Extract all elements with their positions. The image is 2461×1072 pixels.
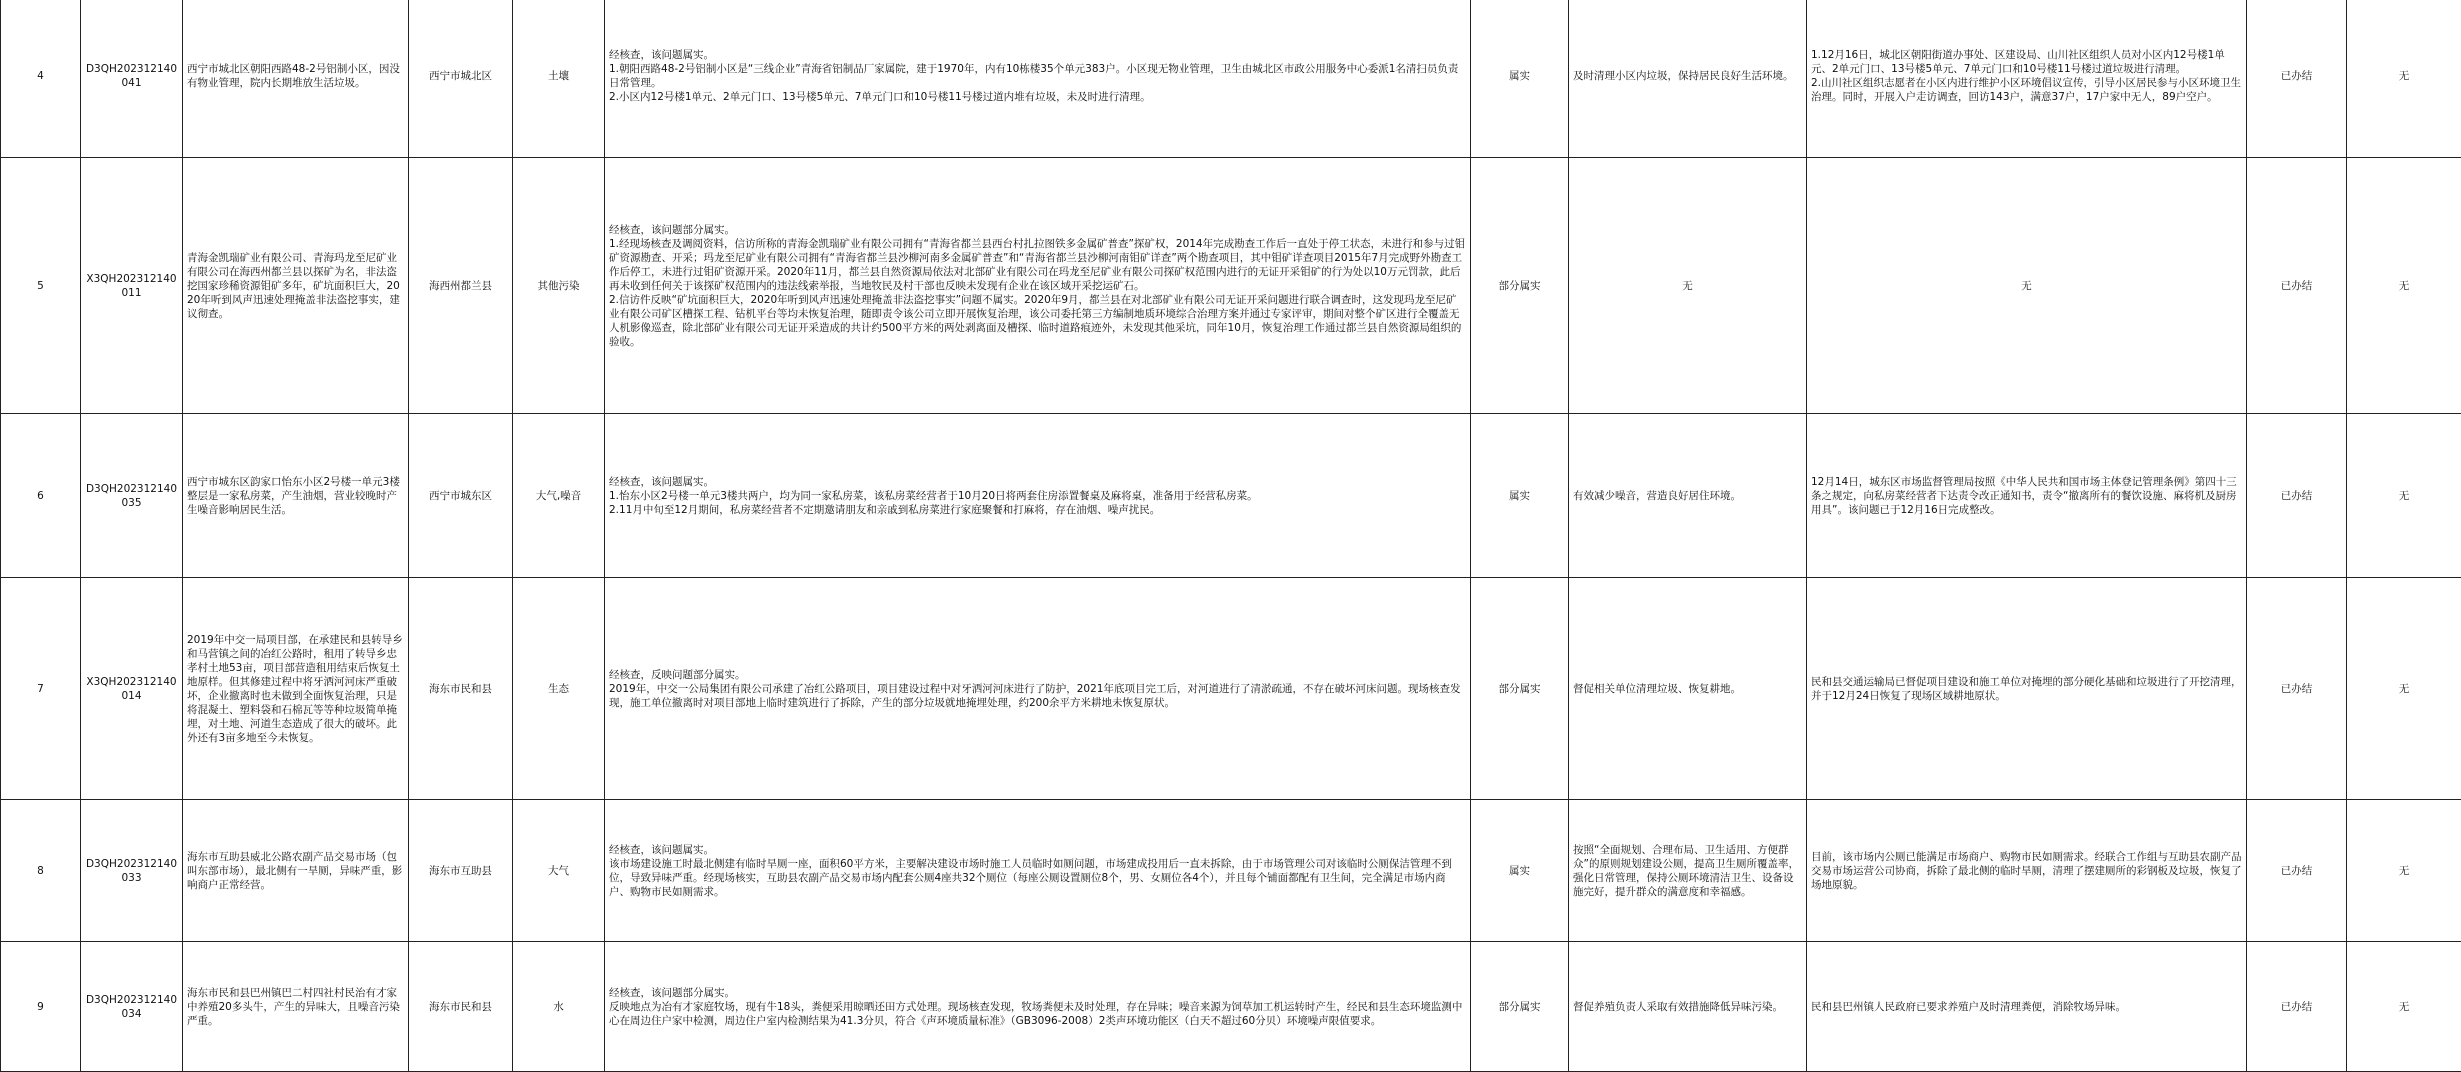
pollution-type: 生态: [513, 578, 605, 800]
case-status: 已办结: [2247, 0, 2347, 158]
pollution-type: 大气: [513, 800, 605, 942]
pollution-type: 土壤: [513, 0, 605, 158]
row-number: 7: [1, 578, 81, 800]
verification-line: 经核查，该问题部分属实。: [609, 986, 1466, 1000]
rectification-goal: 有效减少噪音，营造良好居住环境。: [1569, 414, 1807, 578]
rectification-goal: 督促相关单位清理垃圾、恢复耕地。: [1569, 578, 1807, 800]
verification-line: 2.信访件反映“矿坑面积巨大，2020年听到风声迅速处理掩盖非法盗挖事实”问题不属实。2020年9月，都兰县在对北部矿业有限公司无证开采问题进行联合调查时，这发现玛龙至尼矿业有限公司矿区槽探工程、钻机平台等均未恢复治理，随即责令该公司立即开展恢复治理，该公司委托第三方编制地质环境综合治理方案并通过专家评审，期间对整个矿区进行全覆盖无人机影像巡查，除北部矿业有限公司无证开采造成的共计约500平方米的两处剥离面及槽探、临时道路痕迹外，未发现其他采坑，同年10月，恢复治理工作通过都兰县自然资源局组织的验收。: [609, 293, 1466, 349]
district: 海东市民和县: [409, 578, 513, 800]
verification-line: 该市场建设施工时最北侧建有临时旱厕一座，面积60平方米，主要解决建设市场时施工人员临时如厕问题，市场建成投用后一直未拆除，由于市场管理公司对该临时公厕保洁管理不到位，导致异味严重。经现场核实，互助县农副产品交易市场内配套公厕4座共32个厕位（每座公厕设置厕位8个，男、女厕位各4个），并且每个铺面都配有卫生间，完全满足市场内商户、购物市民如厕需求。: [609, 857, 1466, 899]
case-status: 已办结: [2247, 800, 2347, 942]
verification-line: 1.怡东小区2号楼一单元3楼共两户，均为同一家私房菜，该私房菜经营者于10月20日将两套住房添置餐桌及麻将桌，准备用于经营私房菜。: [609, 489, 1466, 503]
verification-line: 1.朝阳西路48-2号铝制小区是“三线企业”青海省铝制品厂家属院，建于1970年，内有10栋楼35个单元383户。小区现无物业管理，卫生由城北区市政公用服务中心委派1名清扫员负责日常管理。: [609, 62, 1466, 90]
table-body: [1, 0, 2461, 1072]
accountability: 无: [2347, 158, 2461, 414]
verification-result: [605, 578, 1471, 800]
truth-status: 部分属实: [1471, 158, 1569, 414]
rectification-goal: 及时清理小区内垃圾，保持居民良好生活环境。: [1569, 0, 1807, 158]
table-row: [1, 800, 2461, 942]
verification-result: [605, 942, 1471, 1072]
handling-line: 1.12月16日，城北区朝阳街道办事处、区建设局、山川社区组织人员对小区内12号楼1单元、2单元门口、13号楼5单元、7单元门口和10号楼11号楼过道垃圾进行清理。: [1811, 48, 2242, 76]
handling-result: [1807, 942, 2247, 1072]
table-row: [1, 414, 2461, 578]
handling-result: [1807, 578, 2247, 800]
accountability: 无: [2347, 414, 2461, 578]
case-code: D3QH202312140035: [81, 414, 183, 578]
handling-line: 12月14日，城东区市场监督管理局按照《中华人民共和国市场主体登记管理条例》第四十三条之规定，向私房菜经营者下达责令改正通知书，责令“撤离所有的餐饮设施、麻将机及厨房用具”。该问题已于12月16日完成整改。: [1811, 475, 2242, 517]
case-code: D3QH202312140041: [81, 0, 183, 158]
verification-line: 经核查，该问题属实。: [609, 48, 1466, 62]
district: 海东市民和县: [409, 942, 513, 1072]
verification-line: 1.经现场核查及调阅资料，信访所称的青海金凯瑞矿业有限公司拥有“青海省都兰县西台村扎拉图铁多金属矿普查”探矿权，2014年完成勘查工作后一直处于停工状态，未进行和参与过钼矿资源勘查、开采；玛龙至尼矿业有限公司拥有“青海省都兰县沙柳河南多金属矿普查”和“青海省都兰县沙柳河南钼矿详查”两个勘查项目，其中钼矿详查项目2015年7月完成野外勘查工作后停工，未进行过钼矿资源开采。2020年11月，都兰县自然资源局依法对北部矿业有限公司在玛龙至尼矿业有限公司探矿权范围内进行的无证开采钼矿的行为处以10万元罚款，此后再未收到任何关于该探矿权范围内的违法线索举报，当地牧民及村干部也反映未发现有企业在该区域开采挖运矿石。: [609, 237, 1466, 293]
case-status: 已办结: [2247, 414, 2347, 578]
table-row: [1, 0, 2461, 158]
issue-description: 2019年中交一局项目部，在承建民和县转导乡和马营镇之间的冶红公路时，租用了转导乡忠孝村土地53亩，项目部营造租用结束后恢复土地原样。但其修建过程中将牙洒河河床严重破坏，企业撤离时也未做到全面恢复治理，只是将混凝土、塑料袋和石棉瓦等等种垃圾简单掩埋，对土地、河道生态造成了很大的破坏。此外还有3亩多地至今未恢复。: [183, 578, 409, 800]
issue-description: 海东市民和县巴州镇巴二村四社村民治有才家中养殖20多头牛，产生的异味大，且噪音污染严重。: [183, 942, 409, 1072]
row-number: 8: [1, 800, 81, 942]
handling-line: 2.山川社区组织志愿者在小区内进行维护小区环境倡议宣传，引导小区居民参与小区环境卫生治理。同时，开展入户走访调查，回访143户，满意37户，17户家中无人，89户空户。: [1811, 76, 2242, 104]
row-number: 5: [1, 158, 81, 414]
issue-description: 海东市互助县威北公路农副产品交易市场（包叫东部市场），最北侧有一旱厕，异味严重，影响商户正常经营。: [183, 800, 409, 942]
issue-description: 西宁市城东区韵家口怡东小区2号楼一单元3楼整层是一家私房菜，产生油烟，营业较晚时产生噪音影响居民生活。: [183, 414, 409, 578]
rectification-goal: 按照“全面规划、合理布局、卫生适用、方便群众”的原则规划建设公厕，提高卫生厕所覆盖率，强化日常管理，保持公厕环境清洁卫生、设备设施完好，提升群众的满意度和幸福感。: [1569, 800, 1807, 942]
case-status: 已办结: [2247, 942, 2347, 1072]
pollution-type: 其他污染: [513, 158, 605, 414]
issue-description: 西宁市城北区朝阳西路48-2号铝制小区，因没有物业管理，院内长期堆放生活垃圾。: [183, 0, 409, 158]
verification-line: 经核查，该问题属实。: [609, 843, 1466, 857]
handling-result: [1807, 158, 2247, 414]
pollution-type: 水: [513, 942, 605, 1072]
handling-result: [1807, 0, 2247, 158]
row-number: 9: [1, 942, 81, 1072]
case-status: 已办结: [2247, 158, 2347, 414]
table-row: [1, 578, 2461, 800]
accountability: 无: [2347, 942, 2461, 1072]
verification-result: [605, 158, 1471, 414]
table-row: [1, 942, 2461, 1072]
verification-result: [605, 0, 1471, 158]
accountability: 无: [2347, 578, 2461, 800]
verification-result: [605, 414, 1471, 578]
pollution-type: 大气,噪音: [513, 414, 605, 578]
verification-line: 2.11月中旬至12月期间，私房菜经营者不定期邀请朋友和亲戚到私房菜进行家庭聚餐和打麻将，存在油烟、噪声扰民。: [609, 503, 1466, 517]
verification-line: 2.小区内12号楼1单元、2单元门口、13号楼5单元、7单元门口和10号楼11号楼过道内堆有垃圾，未及时进行清理。: [609, 90, 1466, 104]
handling-line: 目前，该市场内公厕已能满足市场商户、购物市民如厕需求。经联合工作组与互助县农副产品交易市场运营公司协商，拆除了最北侧的临时旱厕，清理了摆建厕所的彩钢板及垃圾，恢复了场地原貌。: [1811, 850, 2242, 892]
accountability: 无: [2347, 800, 2461, 942]
case-code: D3QH202312140034: [81, 942, 183, 1072]
verification-line: 反映地点为冶有才家庭牧场，现有牛18头，粪便采用晾晒还田方式处理。现场核查发现，牧场粪便未及时处理，存在异味；噪音来源为饲草加工机运转时产生，经民和县生态环境监测中心在周边住户家中检测，周边住户室内检测结果为41.3分贝，符合《声环境质量标准》（GB3096-2008）2类声环境功能区（白天不超过60分贝）环境噪声限值要求。: [609, 1000, 1466, 1028]
verification-line: 2019年，中交一公局集团有限公司承建了冶红公路项目，项目建设过程中对牙洒河河床进行了防护，2021年底项目完工后，对河道进行了清淤疏通，不存在破坏河床问题。现场核查发现，施工单位撤离时对项目部地上临时建筑进行了拆除，产生的部分垃圾就地掩埋处理，约200余平方米耕地未恢复原状。: [609, 682, 1466, 710]
truth-status: 属实: [1471, 414, 1569, 578]
row-number: 6: [1, 414, 81, 578]
case-status: 已办结: [2247, 578, 2347, 800]
case-code: X3QH202312140014: [81, 578, 183, 800]
accountability: 无: [2347, 0, 2461, 158]
verification-result: [605, 800, 1471, 942]
verification-line: 经核查，反映问题部分属实。: [609, 668, 1466, 682]
truth-status: 属实: [1471, 800, 1569, 942]
issue-description: 青海金凯瑞矿业有限公司、青海玛龙至尼矿业有限公司在海西州都兰县以探矿为名，非法盗挖国家珍稀资源钼矿多年，矿坑面积巨大，2020年听到风声迅速处理掩盖非法盗挖事实，建议彻查。: [183, 158, 409, 414]
truth-status: 部分属实: [1471, 578, 1569, 800]
district: 西宁市城东区: [409, 414, 513, 578]
verification-line: 经核查，该问题属实。: [609, 475, 1466, 489]
handling-line: 民和县交通运输局已督促项目建设和施工单位对掩埋的部分硬化基础和垃圾进行了开挖清理，并于12月24日恢复了现场区域耕地原状。: [1811, 675, 2242, 703]
case-code: D3QH202312140033: [81, 800, 183, 942]
handling-result: [1807, 800, 2247, 942]
row-number: 4: [1, 0, 81, 158]
truth-status: 部分属实: [1471, 942, 1569, 1072]
table-row: [1, 158, 2461, 414]
rectification-goal: 无: [1569, 158, 1807, 414]
truth-status: 属实: [1471, 0, 1569, 158]
handling-line: 无: [1811, 279, 2242, 293]
case-code: X3QH202312140011: [81, 158, 183, 414]
verification-line: 经核查，该问题部分属实。: [609, 223, 1466, 237]
handling-result: [1807, 414, 2247, 578]
handling-line: 民和县巴州镇人民政府已要求养殖户及时清理粪便，消除牧场异味。: [1811, 1000, 2242, 1014]
rectification-goal: 督促养殖负责人采取有效措施降低异味污染。: [1569, 942, 1807, 1072]
district: 西宁市城北区: [409, 0, 513, 158]
district: 海西州都兰县: [409, 158, 513, 414]
district: 海东市互助县: [409, 800, 513, 942]
